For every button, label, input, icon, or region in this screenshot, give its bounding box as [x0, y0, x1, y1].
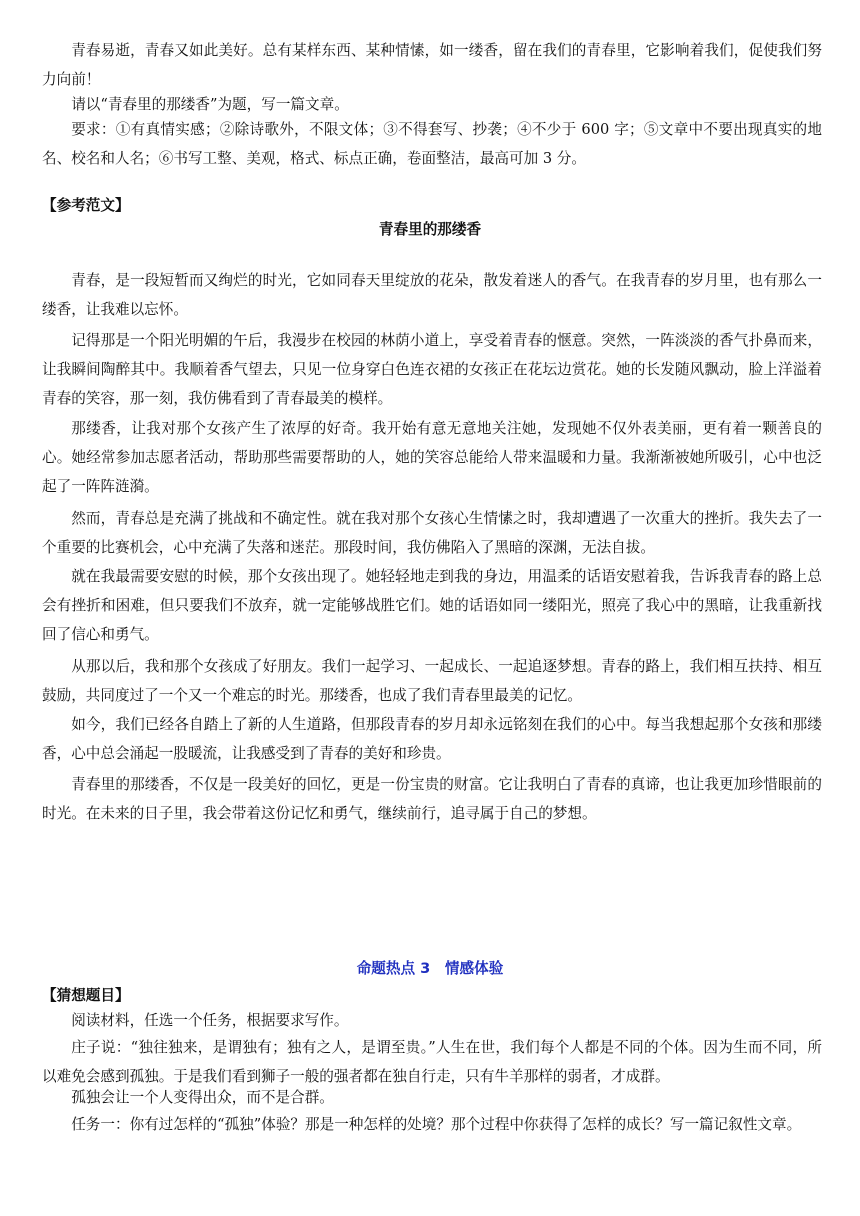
guess-topic-label: 【猜想题目】	[42, 987, 130, 1004]
section-material-quote: 庄子说：“独往独来，是谓独有；独有之人，是谓至贵。”人生在世，我们每个人都是不同的个体。因为生而不同，所以难免会感到孤独。于是我们看到狮子一般的强者都在独自行走，只有牛羊那样的弱者，才成群。	[42, 1039, 822, 1085]
essay-paragraph-8: 青春里的那缕香，不仅是一段美好的回忆，更是一份宝贵的财富。它让我明白了青春的真谛，也让我更加珍惜眼前的时光。在未来的日子里，我会带着这份记忆和勇气，继续前行，追寻属于自己的梦想。	[42, 776, 822, 822]
essay-paragraph-1: 青春，是一段短暂而又绚烂的时光，它如同春天里绽放的花朵，散发着迷人的香气。在我青春的岁月里，也有那么一缕香，让我难以忘怀。	[42, 272, 822, 318]
essay-paragraph-4: 然而，青春总是充满了挑战和不确定性。就在我对那个女孩心生情愫之时，我却遭遇了一次重大的挫折。我失去了一个重要的比赛机会，心中充满了失落和迷茫。那段时间，我仿佛陷入了黑暗的深渊，无法自拔。	[42, 510, 822, 556]
prompt-paragraph-1: 青春易逝，青春又如此美好。总有某样东西、某种情愫，如一缕香，留在我们的青春里，它影响着我们，促使我们努力向前！	[42, 42, 822, 88]
reference-essay-label: 【参考范文】	[42, 197, 130, 214]
essay-paragraph-3: 那缕香，让我对那个女孩产生了浓厚的好奇。我开始有意无意地关注她，发现她不仅外表美丽，更有着一颗善良的心。她经常参加志愿者活动，帮助那些需要帮助的人，她的笑容总能给人带来温暖和力量。我渐渐被她所吸引，心中也泛起了一阵阵涟漪。	[42, 420, 822, 495]
essay-title: 青春里的那缕香	[378, 221, 482, 238]
essay-paragraph-7: 如今，我们已经各自踏上了新的人生道路，但那段青春的岁月却永远铭刻在我们的心中。每当我想起那个女孩和那缕香，心中总会涌起一股暖流，让我感受到了青春的美好和珍贵。	[42, 716, 822, 762]
essay-paragraph-2: 记得那是一个阳光明媚的午后，我漫步在校园的林荫小道上，享受着青春的惬意。突然，一阵淡淡的香气扑鼻而来，让我瞬间陶醉其中。我顺着香气望去，只见一位身穿白色连衣裙的女孩正在花坛边赏花。她的长发随风飘动，脸上洋溢着青春的笑容，那一刻，我仿佛看到了青春最美的模样。	[42, 332, 822, 407]
section-material-conclusion: 孤独会让一个人变得出众，而不是合群。	[71, 1089, 334, 1106]
prompt-paragraph-2: 请以“青春里的那缕香”为题，写一篇文章。	[71, 96, 349, 113]
section-heading: 命题热点 3 情感体验	[356, 960, 504, 977]
task-one: 任务一：你有过怎样的“孤独”体验？那是一种怎样的处境？那个过程中你获得了怎样的成长？写一篇记叙性文章。	[71, 1116, 802, 1133]
essay-paragraph-6: 从那以后，我和那个女孩成了好朋友。我们一起学习、一起成长、一起追逐梦想。青春的路上，我们相互扶持、相互鼓励，共同度过了一个又一个难忘的时光。那缕香，也成了我们青春里最美的记忆。	[42, 658, 822, 704]
essay-paragraph-5: 就在我最需要安慰的时候，那个女孩出现了。她轻轻地走到我的身边，用温柔的话语安慰着我，告诉我青春的路上总会有挫折和困难，但只要我们不放弃，就一定能够战胜它们。她的话语如同一缕阳光，照亮了我心中的黑暗，让我重新找回了信心和勇气。	[42, 568, 822, 643]
prompt-requirements: 要求：①有真情实感；②除诗歌外，不限文体；③不得套写、抄袭；④不少于 600 字；⑤文章中不要出现真实的地名、校名和人名；⑥书写工整、美观，格式、标点正确，卷面整洁，最高可加 3 分。	[42, 121, 822, 167]
section-paragraph-1: 阅读材料，任选一个任务，根据要求写作。	[71, 1012, 349, 1029]
